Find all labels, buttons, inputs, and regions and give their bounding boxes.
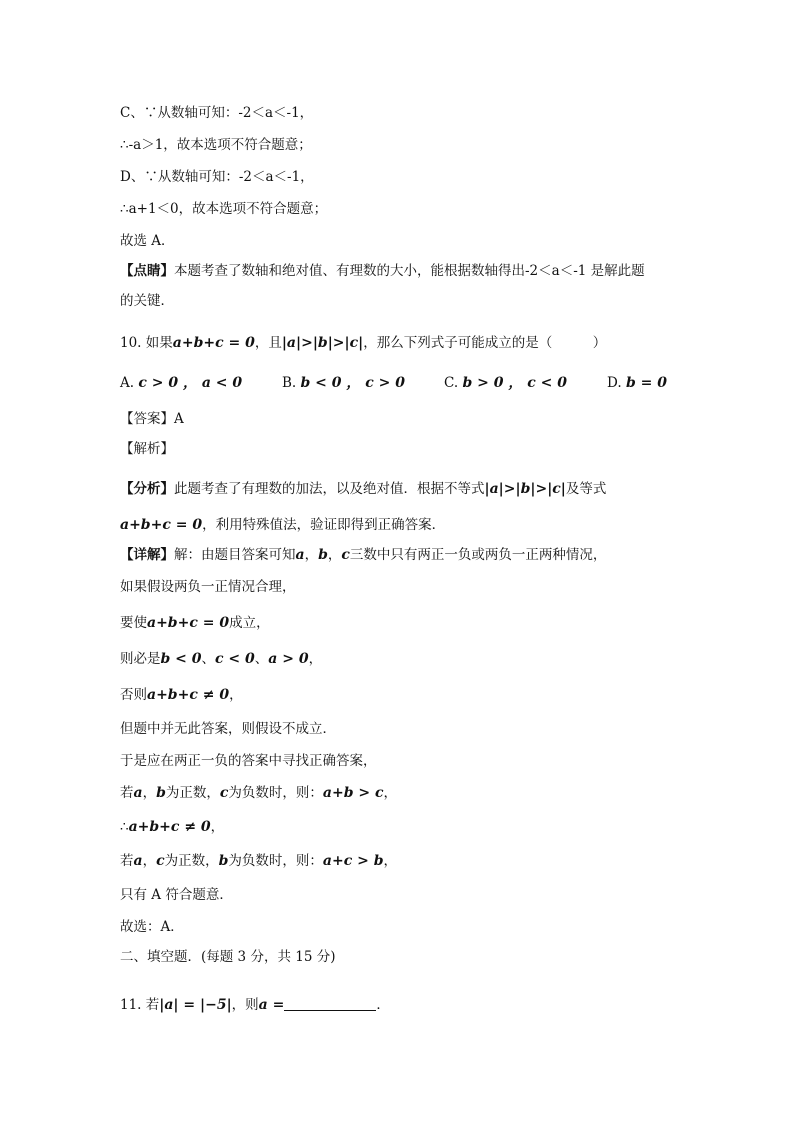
math-var: a: [133, 853, 143, 869]
analysis-tag: 【分析】: [120, 481, 174, 497]
detail-line: 只有 A 符合题意．: [120, 887, 233, 903]
option-b: [282, 374, 405, 392]
option-label: C.: [444, 375, 459, 391]
text: ，那么下列式子可能成立的是（ ）: [363, 335, 607, 351]
text: 此题考查了有理数的加法，以及绝对值．根据不等式: [174, 481, 485, 497]
math-expr: a > 0: [268, 651, 309, 667]
detail-line: 若a，b为正数，c为负数时，则：a+b > c，: [120, 785, 397, 801]
math-expr: b < 0 ， c > 0: [300, 375, 406, 391]
math-expr: a+c > b: [322, 853, 384, 869]
tip-tag: 【点睛】: [120, 263, 174, 279]
question-10: [120, 334, 606, 352]
math-expr: b < 0: [160, 651, 202, 667]
text: ，且: [254, 335, 282, 351]
math-var: c: [219, 785, 229, 801]
text: 解：由题目答案可知: [174, 547, 296, 563]
question-number: 10. 如果: [120, 335, 173, 351]
tip-line: [120, 262, 645, 280]
math-var: a: [295, 547, 305, 563]
detail-line: 但题中并无此答案，则假设不成立．: [120, 721, 336, 737]
text: 成立，: [229, 615, 270, 631]
math-expr: a+b+c = 0: [120, 517, 203, 533]
option-c: [444, 374, 567, 392]
answer-line: 【答案】A: [120, 411, 184, 427]
math-expr: b = 0: [625, 375, 667, 391]
text: 为负数时，则：: [228, 785, 323, 801]
option-label: A.: [120, 375, 135, 391]
answer-blank[interactable]: [284, 996, 376, 1011]
math-expr: |a|>|b|>|c|: [484, 481, 566, 497]
tip-text: 本题考查了数轴和绝对值、有理数的大小，能根据数轴得出-2＜a＜-1 是解此题: [174, 263, 645, 279]
detail-line: 于是应在两正一负的答案中寻找正确答案，: [120, 753, 377, 769]
text: 三数中只有两正一负或两负一正两种情况，: [349, 547, 607, 563]
detail-line: 若a，c为正数，b为负数时，则：a+c > b，: [120, 853, 397, 869]
text: 要使: [120, 615, 147, 631]
math-var: c: [341, 547, 350, 563]
text: 则必是: [120, 651, 161, 667]
math-expr: a+b+c ≠ 0: [128, 819, 211, 835]
math-expr: a =: [258, 997, 285, 1013]
text-line: 的关键．: [120, 293, 174, 309]
section-heading: 二、填空题．(每题 3 分，共 15 分): [120, 949, 336, 965]
option-label: D.: [607, 375, 622, 391]
text-line: 故选 A．: [120, 233, 175, 249]
text: ，则: [231, 997, 259, 1013]
math-expr: a+b+c = 0: [147, 615, 230, 631]
math-var: b: [156, 785, 166, 801]
text-line: ∴a+1＜0，故本选项不符合题意；: [120, 201, 328, 217]
detail-line: 如果假设两负一正情况合理，: [120, 579, 296, 595]
option-d: [607, 374, 667, 392]
detail-line: [120, 614, 270, 632]
detail-line: ∴a+b+c ≠ 0，: [120, 819, 225, 835]
text: 若: [120, 853, 134, 869]
text-line: ∴-a＞1，故本选项不符合题意；: [120, 137, 312, 153]
analysis-head: 【解析】: [120, 441, 174, 457]
text-line: C、∵从数轴可知：-2＜a＜-1，: [120, 105, 314, 121]
option-label: B.: [282, 375, 297, 391]
math-expr: b > 0 ， c < 0: [462, 375, 567, 391]
detail-line: 故选：A．: [120, 919, 184, 935]
math-expr: a+b+c ≠ 0: [147, 687, 230, 703]
text: ∴: [120, 819, 129, 835]
question-11: [120, 996, 390, 1014]
question-number: 11. 若: [120, 997, 160, 1013]
math-expr: a+b+c = 0: [172, 335, 255, 351]
text: 否则: [120, 687, 147, 703]
text-line: D、∵从数轴可知：-2＜a＜-1，: [120, 169, 314, 185]
math-expr: |a| = |−5|: [159, 997, 232, 1013]
option-a: [120, 374, 242, 392]
detail-line: 否则a+b+c ≠ 0，: [120, 687, 243, 703]
math-expr: c < 0: [215, 651, 255, 667]
math-expr: a+b > c: [322, 785, 384, 801]
text: 若: [120, 785, 134, 801]
text: ，利用特殊值法，验证即得到正确答案．: [202, 517, 446, 533]
math-var: b: [218, 853, 229, 869]
math-expr: c > 0 ， a < 0: [138, 375, 243, 391]
analysis-line: [120, 480, 606, 498]
text: 为正数，: [165, 785, 220, 801]
detail-tag: 【详解】: [120, 547, 174, 563]
math-var: c: [156, 853, 165, 869]
analysis-line: [120, 516, 445, 534]
math-var: a: [133, 785, 143, 801]
detail-line: 则必是b < 0、c < 0、a > 0，: [120, 651, 323, 667]
text: ．: [376, 997, 390, 1013]
math-var: b: [318, 547, 328, 563]
detail-line: 【详解】解：由题目答案可知a，b，c三数中只有两正一负或两负一正两种情况，: [120, 547, 607, 563]
text: 及等式: [565, 481, 607, 497]
math-expr: |a|>|b|>|c|: [281, 335, 364, 351]
text: 为负数时，则：: [228, 853, 323, 869]
text: 为正数，: [164, 853, 219, 869]
